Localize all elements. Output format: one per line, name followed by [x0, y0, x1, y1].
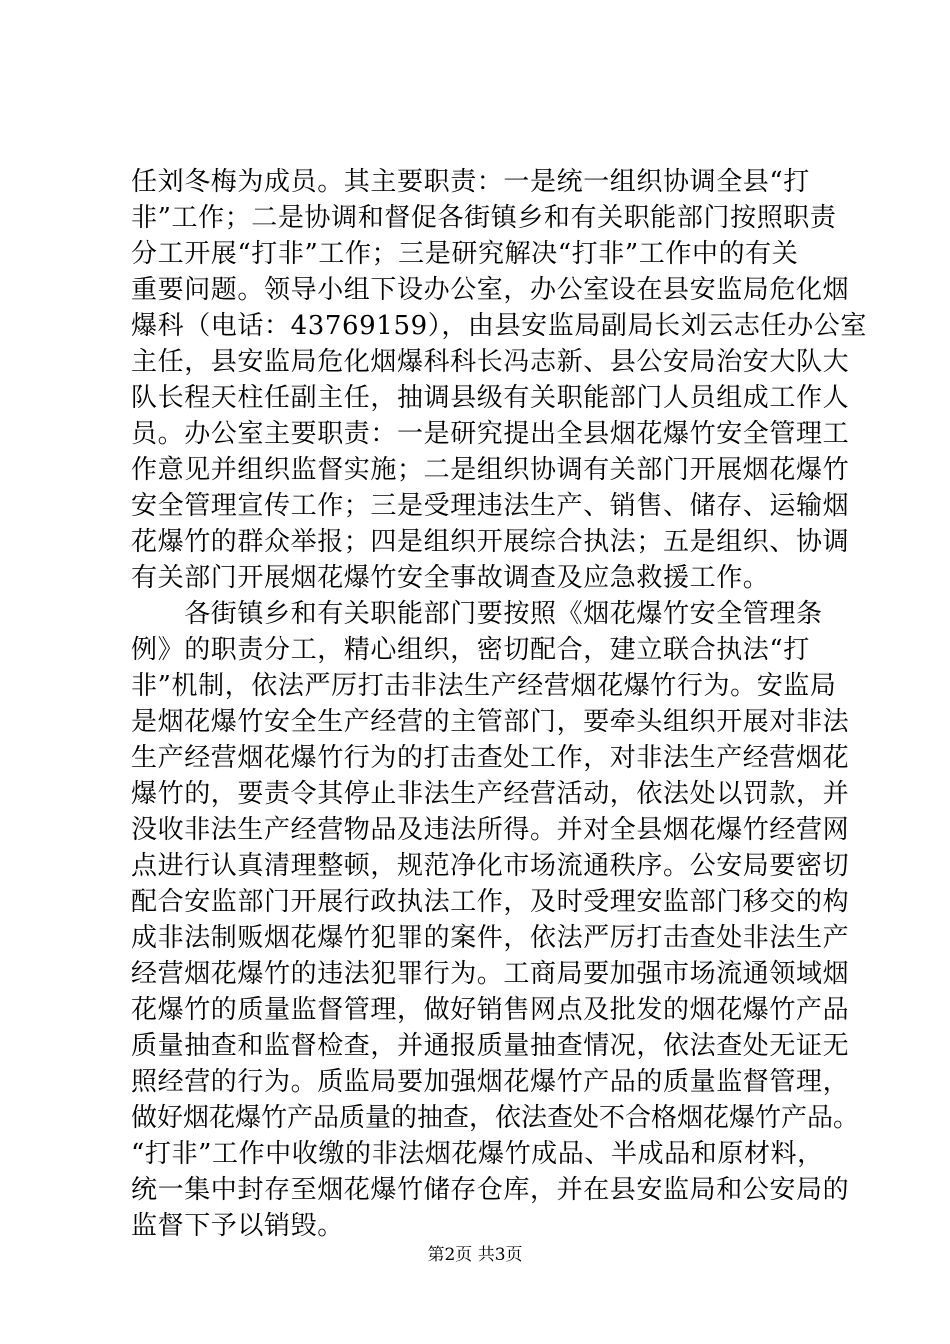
text-line: 花爆竹的群众举报；四是组织开展综合执法；五是组织、协调 [131, 527, 850, 557]
text-line: 没收非法生产经营物品及违法所得。并对全县烟花爆竹经营网 [131, 815, 850, 845]
text-line: 分工开展“打非”工作；三是研究解决“打非”工作中的有关 [131, 239, 799, 269]
text-line: 员。办公室主要职责：一是研究提出全县烟花爆竹安全管理工 [131, 419, 850, 449]
text-line: 例》的职责分工，精心组织，密切配合，建立联合执法“打 [131, 635, 810, 665]
text-line: 爆竹的，要责令其停止非法生产经营活动，依法处以罚款，并 [131, 779, 850, 809]
text-line: 队长程天柱任副主任，抽调县级有关职能部门人员组成工作人 [131, 383, 850, 413]
text-line: “打非”工作中收缴的非法烟花爆竹成品、半成品和原材料， [131, 1139, 824, 1169]
text-line: 点进行认真清理整顿，规范净化市场流通秩序。公安局要密切 [131, 851, 850, 881]
text-line: 主任，县安监局危化烟爆科科长冯志新、县公安局治安大队大 [131, 347, 850, 377]
text-line: 统一集中封存至烟花爆竹储存仓库，并在县安监局和公安局的 [131, 1175, 850, 1205]
text-line: 成非法制贩烟花爆竹犯罪的案件，依法严厉打击查处非法生产 [131, 923, 850, 953]
text-line: 非”机制，依法严厉打击非法生产经营烟花爆竹行为。安监局 [131, 671, 837, 701]
text-line: 爆科（电话：43769159），由县安监局副局长刘云志任办公室 [131, 311, 867, 341]
text-line: 做好烟花爆竹产品质量的抽查，依法查处不合格烟花爆竹产品。 [131, 1103, 860, 1133]
text-line: 任刘冬梅为成员。其主要职责：一是统一组织协调全县“打 [131, 167, 810, 197]
text-line: 监督下予以销毁。 [131, 1211, 344, 1241]
text-line: 经营烟花爆竹的违法犯罪行为。工商局要加强市场流通领域烟 [131, 959, 850, 989]
text-line: 有关部门开展烟花爆竹安全事故调查及应急救援工作。 [131, 563, 770, 593]
text-line: 作意见并组织监督实施；二是组织协调有关部门开展烟花爆竹 [131, 455, 850, 485]
text-line: 花爆竹的质量监督管理，做好销售网点及批发的烟花爆竹产品 [131, 995, 850, 1025]
text-line: 质量抽查和监督检查，并通报质量抽查情况，依法查处无证无 [131, 1031, 850, 1061]
text-line: 照经营的行为。质监局要加强烟花爆竹产品的质量监督管理， [131, 1067, 850, 1097]
text-line: 是烟花爆竹安全生产经营的主管部门，要牵头组织开展对非法 [131, 707, 850, 737]
text-line: 各街镇乡和有关职能部门要按照《烟花爆竹安全管理条 [131, 599, 823, 629]
text-line: 生产经营烟花爆竹行为的打击查处工作，对非法生产经营烟花 [131, 743, 850, 773]
text-line: 配合安监部门开展行政执法工作，及时受理安监部门移交的构 [131, 887, 850, 917]
text-line: 非”工作；二是协调和督促各街镇乡和有关职能部门按照职责 [131, 203, 837, 233]
page-number-footer: 第2页 共3页 [427, 1245, 523, 1265]
text-line: 重要问题。领导小组下设办公室，办公室设在县安监局危化烟 [131, 275, 850, 305]
text-line: 安全管理宣传工作；三是受理违法生产、销售、储存、运输烟 [131, 491, 850, 521]
